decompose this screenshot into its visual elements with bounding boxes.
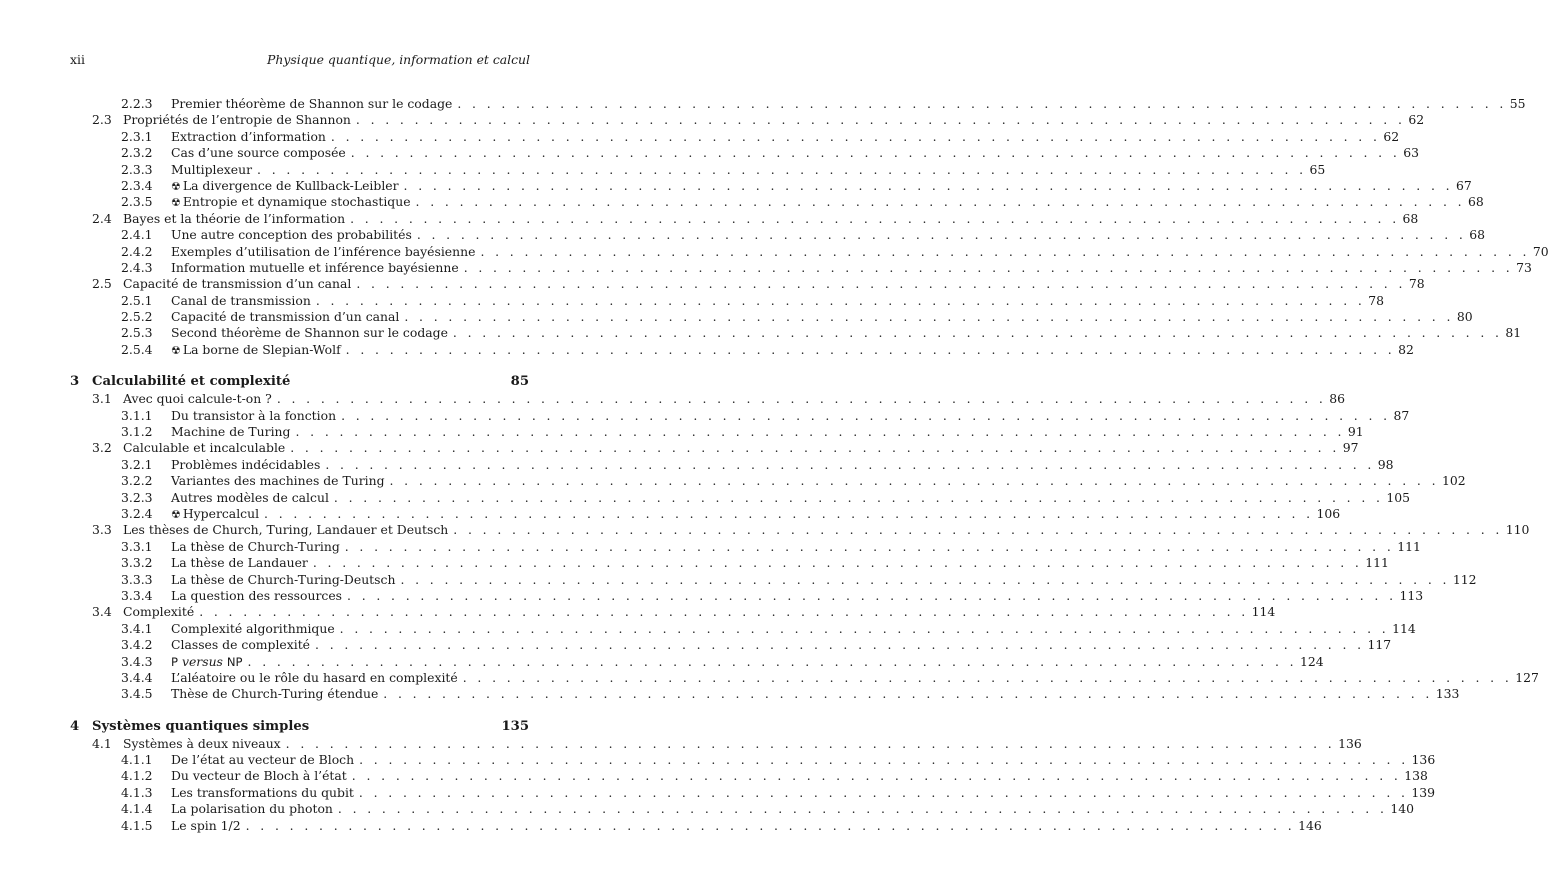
toc-subsection[interactable] [70,128,1400,145]
toc-page-number: 146 [1298,817,1322,833]
toc-title-text: La question des ressources [171,587,343,603]
radioactive-icon: ☢ [171,179,181,193]
toc-subsection[interactable] [70,752,1436,768]
toc-title-text: Bayes et la théorie de l’information [123,210,346,226]
leader-dots: . . . . . . . . . . . . . . . . . . . . . . . . . . . . . . . . . . . . . . . . . . . . . . . . . . . . . . . . . . . . . . . . . . . . . . . . [285,735,1336,751]
leader-dots: . . . . . . . . . . . . . . . . . . . . . . . . . . . . . . . . . . . . . . . . . . . . . . . . . . . . . . . . . . . . . . . . . . . . . . . . [351,768,1402,784]
toc-subsection[interactable] [70,309,1473,325]
toc-title-text: La thèse de Church-Turing-Deutsch [171,571,396,587]
toc-title-text: Premier théorème de Shannon sur le codage [171,96,453,111]
toc-page-number: 106 [1316,505,1341,521]
toc-title [123,736,286,752]
leader-dots: . . . . . . . . . . . . . . . . . . . . . . . . . . . . . . . . . . . . . . . . . . . . . . . . . . . . . . . . . . . . . . . . . . . . . . . . [389,473,1439,489]
toc-page-number: 62 [1408,112,1425,128]
leader-dots: . . . . . . . . . . . . . . . . . . . . . . . . . . . . . . . . . . . . . . . . . . . . . . . . . . . . . . . . . . . . . . . . . . . . . . . . [356,276,1406,292]
toc-number: 3.1.2 [121,424,153,440]
leader-dots: . . . . . . . . . . . . . . . . . . . . . . . . . . . . . . . . . . . . . . . . . . . . . . . . . . . . . . . . . . . . . . . . . . . . . . . . [245,817,1296,833]
toc-title-text: Capacité de transmission d’un canal [123,276,352,292]
toc-title-text: La thèse de Church-Turing [171,538,340,554]
toc-page-number: 117 [1367,637,1392,653]
toc-page-number: 133 [1435,686,1460,702]
toc-number: 3.4.1 [121,620,153,636]
toc-page-number: 127 [1515,669,1539,685]
leader-dots: . . . . . . . . . . . . . . . . . . . . . . . . . . . . . . . . . . . . . . . . . . . . . . . . . . . . . . . . . . . . . . . . . . . . . . . . [355,112,1406,128]
toc-subsection[interactable] [70,325,1522,341]
toc-subsection[interactable] [70,292,1385,309]
leader-dots: . . . . . . . . . . . . . . . . . . . . . . . . . . . . . . . . . . . . . . . . . . . . . . . . . . . . . . . . . . . . . . . . . . . . . . . . [199,604,1249,620]
leader-dots: . . . . . . . . . . . . . . . . . . . . . . . . . . . . . . . . . . . . . . . . . . . . . . . . . . . . . . . . . . . . . . . . . . . . . . . . [341,407,1391,423]
toc-subsection[interactable] [70,653,1324,670]
toc-page-number: 139 [1411,784,1436,800]
toc-title [171,572,400,588]
toc-subsection[interactable] [70,243,1549,260]
toc-title [171,785,359,801]
toc-title [171,244,480,260]
toc-page-number: 81 [1505,325,1522,341]
toc-number: 2.3.1 [121,128,153,144]
toc-page-number: 136 [1411,752,1436,768]
toc-number: 3.3.1 [121,538,153,554]
toc-page-number: 78 [1368,292,1385,308]
toc-title [171,457,325,473]
toc-title [171,588,347,604]
toc-number: 2.5 [92,276,112,292]
toc-page-number: 80 [1456,309,1473,325]
leader-dots: . . . . . . . . . . . . . . . . . . . . . . . . . . . . . . . . . . . . . . . . . . . . . . . . . . . . . . . . . . . . . . . . . . . . . . . . [350,210,1400,226]
toc-title-text: L’aléatoire ou le rôle du hasard en complexité [171,669,458,685]
leader-dots: . . . . . . . . . . . . . . . . . . . . . . . . . . . . . . . . . . . . . . . . . . . . . . . . . . . . . . . . . . . . . . . . . . . . . . . . [276,391,1327,407]
toc-number: 3 [70,374,80,390]
toc-chapter[interactable] [70,718,529,736]
toc-subsection[interactable] [70,669,1539,686]
toc-title [171,686,383,702]
toc-title-text: Complexité [123,604,195,620]
toc-subsection[interactable] [70,555,1389,571]
toc-page-number: 73 [1516,259,1532,275]
toc-title-text: Variantes des machines de Turing [171,473,385,489]
toc-title [123,276,356,292]
toc-section[interactable] [70,522,1530,538]
leader-dots: . . . . . . . . . . . . . . . . . . . . . . . . . . . . . . . . . . . . . . . . . . . . . . . . . . . . . . . . . . . . . . . . . . . . . . . . [347,587,1397,603]
toc-number: 2.4.3 [121,259,153,275]
toc-page-number: 140 [1390,801,1414,817]
toc-chapter[interactable] [70,373,529,391]
leader-dots: . . . . . . . . . . . . . . . . . . . . . . . . . . . . . . . . . . . . . . . . . . . . . . . . . . . . . . . . . . . . . . . . . . . . . . . . [350,145,1401,161]
toc-page-number: 63 [1403,145,1419,161]
toc-page-number: 113 [1399,587,1424,603]
toc-title [171,539,345,555]
toc-subsection[interactable] [70,145,1419,161]
toc-title-text: De l’état au vecteur de Bloch [171,752,355,768]
toc-title-text: Les transformations du qubit [171,784,354,800]
leader-dots: . . . . . . . . . . . . . . . . . . . . . . . . . . . . . . . . . . . . . . . . . . . . . . . . . . . . . . . . . . . . . . . . . . . . . . . . [344,538,1395,554]
radioactive-icon: ☢ [171,507,181,521]
toc-number: 3.2.2 [121,473,153,489]
toc-page-number: 105 [1386,489,1410,505]
toc-subsection[interactable] [70,227,1486,243]
toc-title-part: NP [226,654,243,669]
toc-title [171,309,404,325]
toc-number: 3.4.3 [121,653,153,669]
toc-title [171,801,338,817]
toc-page-number: 136 [1338,735,1362,751]
toc-title [123,211,350,227]
toc-subsection[interactable] [70,177,1472,194]
toc-title-text: Hypercalcul [182,505,260,521]
toc-title [123,522,453,538]
toc-subsection[interactable] [70,259,1532,276]
leader-dots: . . . . . . . . . . . . . . . . . . . . . . . . . . . . . . . . . . . . . . . . . . . . . . . . . . . . . . . . . . . . . . . . . . . . . . . . [358,784,1409,800]
leader-dots: . . . . . . . . . . . . . . . . . . . . . . . . . . . . . . . . . . . . . . . . . . . . . . . . . . . . . . . . . . . . . . . . . . . . . . . . [333,489,1384,505]
leader-dots: . . . . . . . . . . . . . . . . . . . . . . . . . . . . . . . . . . . . . . . . . . . . . . . . . . . . . . . . . . . . . . . . . . . . . . . . [403,177,1453,193]
toc-subsection[interactable] [70,489,1410,506]
toc-subsection[interactable] [70,768,1428,784]
toc-subsection[interactable] [70,194,1484,210]
toc-subsection[interactable] [70,161,1326,178]
toc-subsection[interactable] [70,784,1436,801]
toc-title-text: Entropie et dynamique stochastique [182,194,411,210]
toc-title [171,670,463,686]
leader-dots: . . . . . . . . . . . . . . . . . . . . . . . . . . . . . . . . . . . . . . . . . . . . . . . . . . . . . . . . . . . . . . . . . . . . . . . . [457,96,1507,111]
toc-number: 3.2 [92,440,112,456]
toc-subsection[interactable] [70,637,1392,653]
leader-dots: . . . . . . . . . . . . . . . . . . . . . . . . . . . . . . . . . . . . . . . . . . . . . . . . . . . . . . . . . . . . . . . . . . . . . . . . [345,341,1396,357]
toc-subsection[interactable] [70,538,1421,555]
leader-dots: . . . . . . . . . . . . . . . . . . . . . . . . . . . . . . . . . . . . . . . . . . . . . . . . . . . . . . . . . . . . . . . . . . . . . . . . [257,161,1307,177]
toc-title [171,555,313,571]
toc-title [171,325,453,341]
toc-title-text: Systèmes à deux niveaux [123,735,281,751]
leader-dots: . . . . . . . . . . . . . . . . . . . . . . . . . . . . . . . . . . . . . . . . . . . . . . . . . . . . . . . . . . . . . . . . . . . . . . . . [337,801,1388,817]
toc-title [171,752,359,768]
leader-dots: . . . . . . . . . . . . . . . . . . . . . . . . . . . . . . . . . . . . . . . . . . . . . . . . . . . . . . . . . . . . . . . . . . . . . . . . [463,259,1514,275]
leader-dots: . . . . . . . . . . . . . . . . . . . . . . . . . . . . . . . . . . . . . . . . . . . . . . . . . . . . . . . . . . . . . . . . . . . . . . . . [315,637,1365,653]
toc-page-number: 98 [1377,456,1394,472]
toc-number: 4 [70,718,80,734]
toc-subsection[interactable] [70,456,1394,473]
toc-title-text: La polarisation du photon [171,801,333,817]
toc-section[interactable] [70,735,1362,752]
toc-number: 3.4.2 [121,637,153,653]
toc-page-number: 82 [1398,341,1414,357]
leader-dots: . . . . . . . . . . . . . . . . . . . . . . . . . . . . . . . . . . . . . . . . . . . . . . . . . . . . . . . . . . . . . . . . . . . . . . . . [416,227,1467,243]
toc-subsection[interactable] [70,801,1414,817]
toc-number: 2.3.5 [121,194,153,210]
toc-section[interactable] [70,440,1359,456]
toc-title-text: Les thèses de Church, Turing, Landauer et Deutsch [123,522,449,538]
toc-title-text: Exemples d’utilisation de l’inférence bayésienne [171,243,476,259]
toc-page-number: 97 [1342,440,1359,456]
toc-number: 3.4.5 [121,686,153,702]
toc-title [171,473,390,489]
toc-title-text: Calculabilité et complexité [92,374,291,390]
toc-title [123,112,356,128]
toc-title-part: P [171,654,178,669]
toc-page-number: 135 [501,718,529,734]
toc-section[interactable] [70,112,1425,128]
toc-page-number: 87 [1393,407,1410,423]
leader-dots: . . . . . . . . . . . . . . . . . . . . . . . . . . . . . . . . . . . . . . . . . . . . . . . . . . . . . . . . . . . . . . . . . . . . . . . . [452,325,1503,341]
toc-subsection[interactable] [70,505,1341,522]
toc-title [171,506,264,523]
toc-number: 4.1.2 [121,768,153,784]
toc-title-text: Du vecteur de Bloch à l’état [171,768,347,784]
toc-title [171,293,316,309]
leader-dots: . . . . . . . . . . . . . . . . . . . . . . . . . . . . . . . . . . . . . . . . . . . . . . . . . . . . . . . . . . . . . . . . . . . . . . . . [404,309,1454,325]
toc-number: 3.2.1 [121,456,153,472]
toc-page-number: 62 [1383,128,1400,144]
toc-subsection[interactable] [70,96,1526,112]
toc-number: 2.5.1 [121,292,153,308]
toc-title-text: Extraction d’information [171,128,326,144]
running-title: Physique quantique, information et calcul [267,52,530,67]
toc-number: 2.4.2 [121,243,153,259]
toc-title [123,604,199,620]
toc-title [171,621,340,637]
toc-title [171,178,404,195]
toc-number: 2.2.3 [121,96,153,111]
toc-subsection[interactable] [70,473,1466,489]
leader-dots: . . . . . . . . . . . . . . . . . . . . . . . . . . . . . . . . . . . . . . . . . . . . . . . . . . . . . . . . . . . . . . . . . . . . . . . . [325,456,1375,472]
leader-dots: . . . . . . . . . . . . . . . . . . . . . . . . . . . . . . . . . . . . . . . . . . . . . . . . . . . . . . . . . . . . . . . . . . . . . . . . [312,555,1363,571]
toc-page-number: 112 [1452,571,1477,587]
leader-dots: . . . . . . . . . . . . . . . . . . . . . . . . . . . . . . . . . . . . . . . . . . . . . . . . . . . . . . . . . . . . . . . . . . . . . . . . [480,243,1530,259]
toc-page-number: 102 [1441,473,1466,489]
toc-number: 2.3.4 [121,177,153,193]
toc-page-number: 110 [1505,522,1530,538]
toc-title-text: Avec quoi calcule-t-on ? [123,391,272,407]
toc-page-number: 124 [1299,653,1324,669]
toc-title-text: Information mutuelle et inférence bayésienne [171,259,459,275]
toc-title-text: Le spin 1/2 [171,817,241,833]
toc-number: 3.1.1 [121,407,153,423]
toc-title [171,162,257,178]
toc-title-text: Machine de Turing [171,424,291,440]
toc-title-text: Multiplexeur [171,161,253,177]
toc-title [171,342,346,359]
toc-page-number: 91 [1347,424,1364,440]
toc-subsection[interactable] [70,686,1460,702]
toc-number: 3.4.4 [121,669,153,685]
toc-title-text: Du transistor à la fonction [171,407,337,423]
toc-subsection[interactable] [70,620,1416,637]
toc-subsection[interactable] [70,817,1322,834]
toc-title [171,260,464,276]
toc-title [171,129,331,145]
toc-title-text: La divergence de Kullback-Leibler [182,177,399,193]
leader-dots: . . . . . . . . . . . . . . . . . . . . . . . . . . . . . . . . . . . . . . . . . . . . . . . . . . . . . . . . . . . . . . . . . . . . . . . . [383,686,1433,702]
toc-title-text: Classes de complexité [171,637,311,653]
toc-title-part: versus [181,653,223,669]
radioactive-icon: ☢ [171,196,181,210]
toc-title-text: Problèmes indécidables [171,456,321,472]
toc-page-number: 111 [1397,538,1421,554]
toc-number: 3.2.3 [121,489,153,505]
leader-dots: . . . . . . . . . . . . . . . . . . . . . . . . . . . . . . . . . . . . . . . . . . . . . . . . . . . . . . . . . . . . . . . . . . . . . . . . [462,669,1513,685]
toc-title [171,227,417,243]
toc-title-text: Complexité algorithmique [171,620,335,636]
toc-page-number: 65 [1309,161,1326,177]
toc-title-text: Une autre conception des probabilités [171,227,412,243]
leader-dots: . . . . . . . . . . . . . . . . . . . . . . . . . . . . . . . . . . . . . . . . . . . . . . . . . . . . . . . . . . . . . . . . . . . . . . . . [415,194,1465,210]
toc-title [171,145,351,161]
toc-page-number: 114 [1392,620,1416,636]
toc-number: 4.1 [92,735,112,751]
toc-title [171,768,352,784]
toc-title-text: Propriétés de l’entropie de Shannon [123,112,351,128]
toc-number: 3.3.3 [121,571,153,587]
toc-subsection[interactable] [70,571,1477,588]
leader-dots: . . . . . . . . . . . . . . . . . . . . . . . . . . . . . . . . . . . . . . . . . . . . . . . . . . . . . . . . . . . . . . . . . . . . . . . . [295,424,1345,440]
toc-title-text: Autres modèles de calcul [171,489,329,505]
toc-title [171,637,315,653]
leader-dots: . . . . . . . . . . . . . . . . . . . . . . . . . . . . . . . . . . . . . . . . . . . . . . . . . . . . . . . . . . . . . . . . . . . . . . . . [453,522,1503,538]
toc-number: 3.2.4 [121,505,153,521]
toc-title-text: Systèmes quantiques simples [92,718,310,734]
toc-number: 2.3.2 [121,145,153,161]
toc-title [92,718,498,736]
toc-title [171,490,334,506]
toc-title [171,194,416,211]
toc-number: 2.5.3 [121,325,153,341]
toc-title [171,408,341,424]
leader-dots: . . . . . . . . . . . . . . . . . . . . . . . . . . . . . . . . . . . . . . . . . . . . . . . . . . . . . . . . . . . . . . . . . . . . . . . . [359,752,1409,768]
toc-number: 3.3 [92,522,112,538]
toc-title-text: Thèse de Church-Turing étendue [171,686,379,702]
toc-page-number: 114 [1251,604,1276,620]
toc-title [92,373,508,391]
toc-page-number: 138 [1404,768,1428,784]
toc-title [171,654,248,670]
toc-page-number: 86 [1329,391,1346,407]
toc-page-number: 111 [1365,555,1389,571]
toc-number: 2.3.3 [121,161,153,177]
toc-title [171,96,457,112]
toc-subsection[interactable] [70,407,1410,424]
toc-page-number: 70 [1532,243,1549,259]
toc-page-number: 85 [510,374,529,390]
toc-title-text: Capacité de transmission d’un canal [171,309,400,325]
toc-number: 3.1 [92,391,112,407]
toc-title-text: La borne de Slepian-Wolf [182,341,341,357]
toc-number: 4.1.3 [121,784,153,800]
toc-page-number: 67 [1455,177,1472,193]
leader-dots: . . . . . . . . . . . . . . . . . . . . . . . . . . . . . . . . . . . . . . . . . . . . . . . . . . . . . . . . . . . . . . . . . . . . . . . . [290,440,1340,456]
toc-page-number: 68 [1467,194,1484,210]
toc-page-number: 78 [1408,276,1425,292]
toc-page-number: 68 [1402,210,1419,226]
toc-number: 4.1.1 [121,752,153,768]
toc-number: 3.3.2 [121,555,153,571]
leader-dots: . . . . . . . . . . . . . . . . . . . . . . . . . . . . . . . . . . . . . . . . . . . . . . . . . . . . . . . . . . . . . . . . . . . . . . . . [315,292,1366,308]
toc-number: 2.4.1 [121,227,153,243]
toc-section[interactable] [70,210,1419,227]
toc-title-text: Calculable et incalculable [123,440,286,456]
toc-title-text: Cas d’une source composée [171,145,346,161]
toc-number: 2.5.4 [121,341,153,357]
toc-number: 3.4 [92,604,112,620]
toc-number: 2.4 [92,210,112,226]
toc-title-text: Canal de transmission [171,292,311,308]
toc-page-number: 68 [1469,227,1486,243]
page-header [70,52,530,72]
toc-title-text: La thèse de Landauer [171,555,308,571]
toc-page-number: 55 [1509,96,1526,111]
leader-dots: . . . . . . . . . . . . . . . . . . . . . . . . . . . . . . . . . . . . . . . . . . . . . . . . . . . . . . . . . . . . . . . . . . . . . . . . [339,620,1390,636]
toc-title [171,818,246,834]
toc-title-text: Second théorème de Shannon sur le codage [171,325,448,341]
toc-subsection[interactable] [70,587,1424,604]
toc-subsection[interactable] [70,341,1414,358]
toc-title [123,391,277,407]
leader-dots: . . . . . . . . . . . . . . . . . . . . . . . . . . . . . . . . . . . . . . . . . . . . . . . . . . . . . . . . . . . . . . . . . . . . . . . . [330,128,1381,144]
leader-dots: . . . . . . . . . . . . . . . . . . . . . . . . . . . . . . . . . . . . . . . . . . . . . . . . . . . . . . . . . . . . . . . . . . . . . . . . [264,505,1314,521]
radioactive-icon: ☢ [171,343,181,357]
toc-section[interactable] [70,391,1346,407]
leader-dots: . . . . . . . . . . . . . . . . . . . . . . . . . . . . . . . . . . . . . . . . . . . . . . . . . . . . . . . . . . . . . . . . . . . . . . . . [247,653,1297,669]
table-of-contents [70,96,1549,834]
toc-number: 4.1.4 [121,801,153,817]
toc-number: 4.1.5 [121,817,153,833]
toc-number: 2.5.2 [121,309,153,325]
toc-subsection[interactable] [70,424,1364,440]
toc-title [123,440,290,456]
toc-section[interactable] [70,604,1276,620]
leader-dots: . . . . . . . . . . . . . . . . . . . . . . . . . . . . . . . . . . . . . . . . . . . . . . . . . . . . . . . . . . . . . . . . . . . . . . . . [400,571,1450,587]
toc-section[interactable] [70,276,1425,292]
toc-number: 3.3.4 [121,587,153,603]
page-number: xii [70,52,85,67]
toc-number: 2.3 [92,112,112,128]
toc-title [171,424,295,440]
